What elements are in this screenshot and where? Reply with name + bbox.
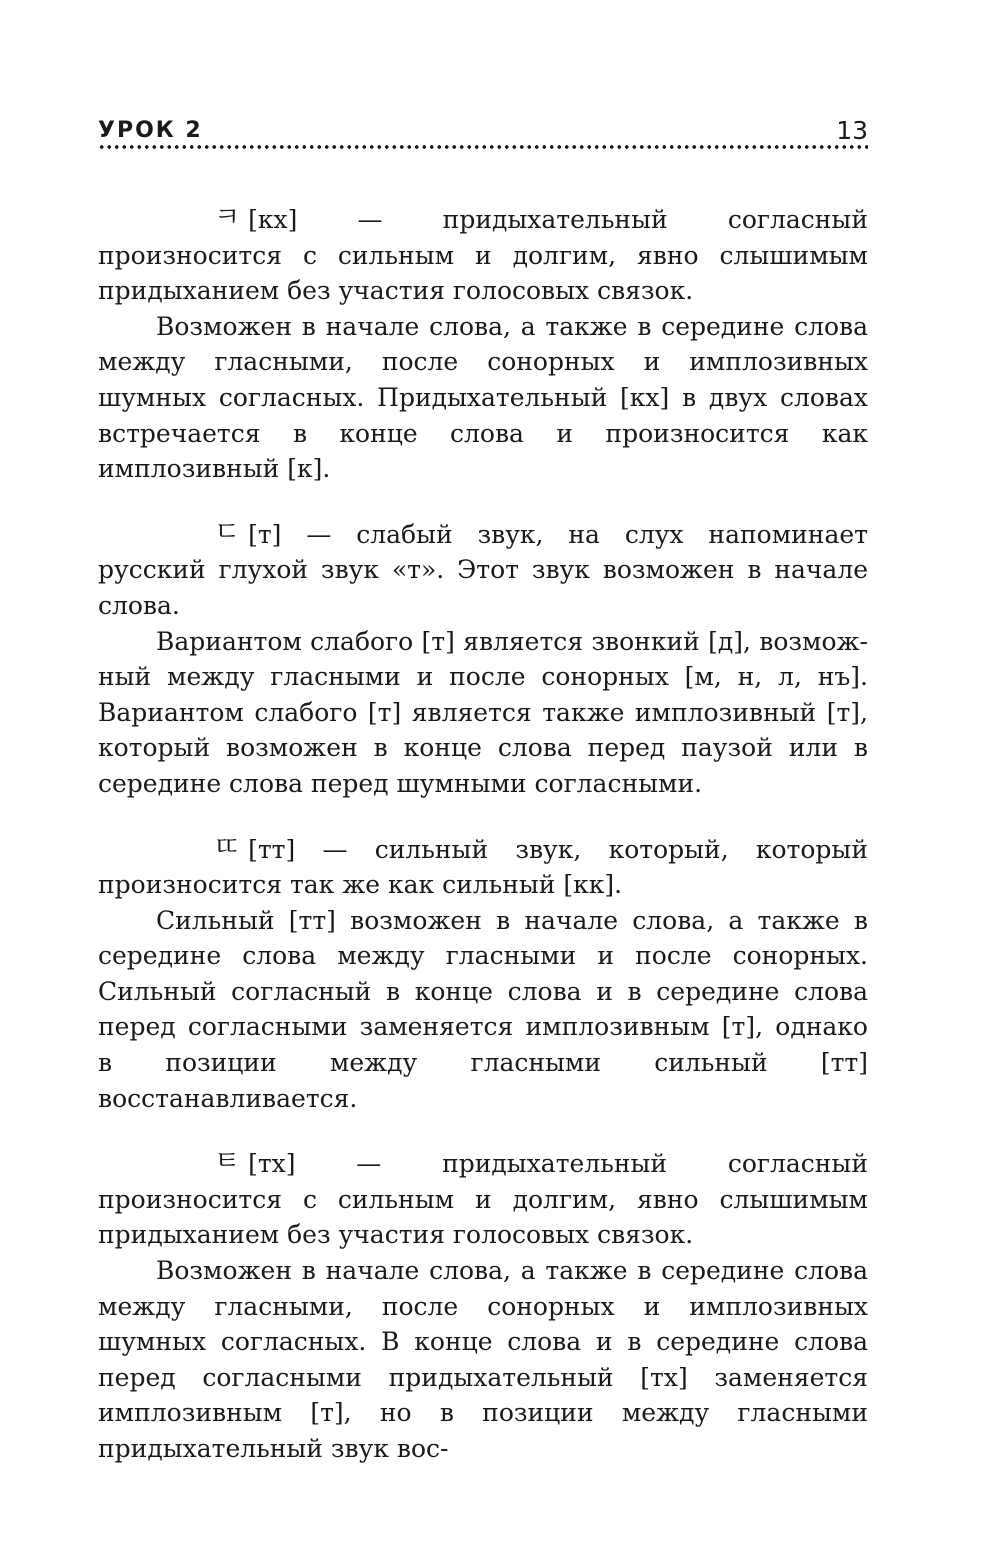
intro-text: [тх] — придыхательный согласный произносится с сильным и долгим, явно слышимым придыханием без участия голосовых связок.	[98, 1149, 868, 1250]
section-paragraph: Возможен в начале слова, а также в середине слова между гласными, после сонорных и имплозивных шумных согласных. В конце слова и в середине слова перед согласными придыхательный [тх] заменяется имплозивным [т], но в позиции между гласными придыхательный звук вос-	[98, 1256, 868, 1463]
hangul-digeut-glyph: ㄷ	[214, 516, 241, 548]
lesson-title: УРОК 2	[98, 118, 203, 143]
hangul-ssangdigeut-glyph: ㄸ	[214, 831, 241, 863]
section-paragraph: Вариантом слабого [т] является звонкий [д], возможный между гласными и после сонорных [м, н, л, нъ]. Вариантом слабого [т] является также имплозивный [т], который возможен в конце слова перед паузой или в середине слова перед шумными согласными.	[98, 626, 868, 798]
running-header	[98, 116, 868, 156]
page-number: 13	[836, 116, 868, 145]
section-paragraph: Сильный [тт] возможен в начале слова, а также в середине слова между гласными и после сонорных. Сильный согласный в конце слова и в середине слова перед согласными заменяется имплозивным [т], однако в позиции между гласными сильный [тт] восстанавливается.	[98, 905, 868, 1113]
section-kh	[98, 202, 868, 487]
page-body	[98, 202, 868, 1497]
hangul-kieuk-glyph: ㅋ	[214, 202, 241, 233]
intro-text: [тт] — сильный звук, который, который произносится так же как сильный [кк].	[98, 834, 868, 900]
section-t	[98, 517, 868, 802]
section-intro	[98, 202, 868, 309]
section-paragraph: Возможен в начале слова, а также в середине слова между гласными, после сонорных и имплозивных шумных согласных. Придыхательный [кх] в двух словах встречается в конце слова и произносится как имплозивный [к].	[98, 311, 868, 484]
hangul-tieut-glyph: ㅌ	[214, 1146, 241, 1178]
intro-text: [т] — слабый звук, на слух напоминает русский глухой звук «т». Этот звук возможен в начале слова.	[98, 519, 868, 620]
section-tt	[98, 832, 868, 1117]
section-intro	[98, 517, 868, 624]
section-th	[98, 1146, 868, 1466]
section-intro	[98, 1146, 868, 1253]
section-intro	[98, 832, 868, 903]
dotted-divider	[98, 145, 868, 149]
intro-text: [кх] — придыхательный согласный произносится с сильным и долгим, явно слышимым придыханием без участия голосовых связок.	[98, 205, 868, 306]
